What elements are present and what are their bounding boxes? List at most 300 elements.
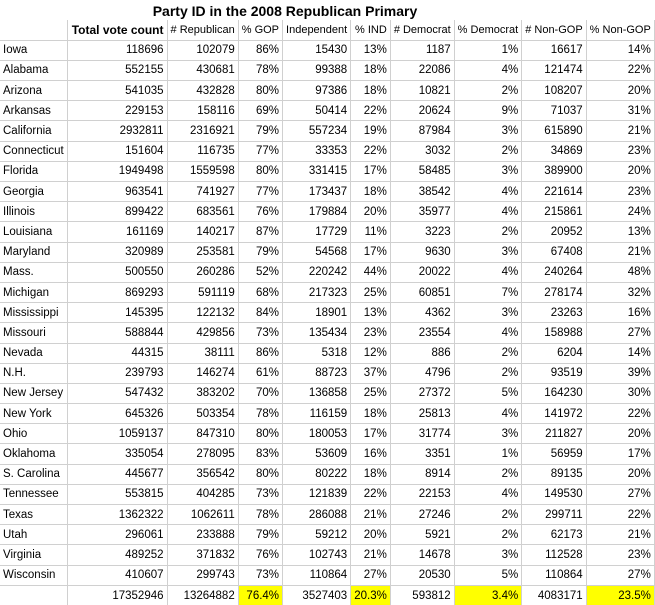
value-cell: 1%	[454, 40, 522, 60]
value-cell: 20%	[586, 81, 654, 101]
value-cell: 389900	[522, 161, 586, 181]
total-cell: 17352946	[67, 585, 167, 605]
value-cell: 44315	[67, 343, 167, 363]
value-cell: 22%	[351, 141, 391, 161]
value-cell: 445677	[67, 464, 167, 484]
value-cell: 179884	[283, 202, 351, 222]
value-cell: 211827	[522, 424, 586, 444]
table-row	[0, 121, 654, 141]
value-cell: 78%	[238, 60, 282, 80]
total-cell: 4083171	[522, 585, 586, 605]
table-row	[0, 222, 654, 242]
value-cell: 356542	[167, 464, 238, 484]
value-cell: 1949498	[67, 161, 167, 181]
value-cell: 23%	[586, 545, 654, 565]
table-row	[0, 141, 654, 161]
value-cell: 286088	[283, 505, 351, 525]
value-cell: 80%	[238, 161, 282, 181]
value-cell: 217323	[283, 282, 351, 302]
value-cell: 121839	[283, 484, 351, 504]
value-cell: 22086	[390, 60, 454, 80]
value-cell: 3032	[390, 141, 454, 161]
table-row	[0, 101, 654, 121]
header-cell: % GOP	[238, 20, 282, 40]
value-cell: 27246	[390, 505, 454, 525]
value-cell: 432828	[167, 81, 238, 101]
value-cell: 2316921	[167, 121, 238, 141]
value-cell: 87984	[390, 121, 454, 141]
value-cell: 83%	[238, 444, 282, 464]
value-cell: 20%	[586, 424, 654, 444]
value-cell: 335054	[67, 444, 167, 464]
table-row	[0, 242, 654, 262]
value-cell: 21%	[586, 242, 654, 262]
value-cell: 18901	[283, 303, 351, 323]
value-cell: 22%	[586, 60, 654, 80]
value-cell: 23%	[586, 182, 654, 202]
value-cell: 3351	[390, 444, 454, 464]
total-cell: 3.4%	[454, 585, 522, 605]
value-cell: 683561	[167, 202, 238, 222]
state-cell: Oklahoma	[0, 444, 67, 464]
value-cell: 53609	[283, 444, 351, 464]
value-cell: 4%	[454, 484, 522, 504]
value-cell: 886	[390, 343, 454, 363]
value-cell: 38111	[167, 343, 238, 363]
value-cell: 135434	[283, 323, 351, 343]
header-row	[0, 20, 654, 40]
value-cell: 87%	[238, 222, 282, 242]
value-cell: 27%	[586, 484, 654, 504]
value-cell: 9630	[390, 242, 454, 262]
total-cell: 23.5%	[586, 585, 654, 605]
value-cell: 27%	[351, 565, 391, 585]
value-cell: 557234	[283, 121, 351, 141]
table-row	[0, 161, 654, 181]
table-row	[0, 323, 654, 343]
table-row	[0, 182, 654, 202]
state-cell: Florida	[0, 161, 67, 181]
value-cell: 62173	[522, 525, 586, 545]
state-cell: Tennessee	[0, 484, 67, 504]
value-cell: 158116	[167, 101, 238, 121]
value-cell: 2%	[454, 525, 522, 545]
value-cell: 16%	[586, 303, 654, 323]
value-cell: 76%	[238, 545, 282, 565]
value-cell: 4%	[454, 202, 522, 222]
value-cell: 847310	[167, 424, 238, 444]
value-cell: 110864	[522, 565, 586, 585]
value-cell: 18%	[351, 404, 391, 424]
value-cell: 151604	[67, 141, 167, 161]
value-cell: 67408	[522, 242, 586, 262]
total-cell: 593812	[390, 585, 454, 605]
value-cell: 18%	[351, 182, 391, 202]
value-cell: 21%	[586, 121, 654, 141]
party-id-table	[0, 20, 655, 605]
value-cell: 25813	[390, 404, 454, 424]
value-cell: 3223	[390, 222, 454, 242]
state-cell: Nevada	[0, 343, 67, 363]
header-cell: Independent	[283, 20, 351, 40]
table-row	[0, 343, 654, 363]
value-cell: 97386	[283, 81, 351, 101]
value-cell: 404285	[167, 484, 238, 504]
value-cell: 1187	[390, 40, 454, 60]
value-cell: 27372	[390, 383, 454, 403]
value-cell: 71037	[522, 101, 586, 121]
state-cell: Missouri	[0, 323, 67, 343]
state-cell: Mass.	[0, 262, 67, 282]
value-cell: 93519	[522, 363, 586, 383]
value-cell: 80%	[238, 464, 282, 484]
value-cell: 79%	[238, 525, 282, 545]
value-cell: 4796	[390, 363, 454, 383]
value-cell: 102079	[167, 40, 238, 60]
value-cell: 1559598	[167, 161, 238, 181]
value-cell: 2%	[454, 81, 522, 101]
sheet-title: Party ID in the 2008 Republican Primary	[152, 3, 418, 19]
state-cell: Alabama	[0, 60, 67, 80]
value-cell: 500550	[67, 262, 167, 282]
value-cell: 18%	[351, 81, 391, 101]
value-cell: 27%	[586, 323, 654, 343]
table-row	[0, 444, 654, 464]
value-cell: 19%	[351, 121, 391, 141]
value-cell: 84%	[238, 303, 282, 323]
value-cell: 78%	[238, 505, 282, 525]
value-cell: 68%	[238, 282, 282, 302]
value-cell: 12%	[351, 343, 391, 363]
value-cell: 79%	[238, 121, 282, 141]
value-cell: 116159	[283, 404, 351, 424]
value-cell: 4%	[454, 404, 522, 424]
value-cell: 122132	[167, 303, 238, 323]
value-cell: 1362322	[67, 505, 167, 525]
value-cell: 25%	[351, 282, 391, 302]
value-cell: 118696	[67, 40, 167, 60]
value-cell: 4%	[454, 182, 522, 202]
value-cell: 5%	[454, 383, 522, 403]
value-cell: 3%	[454, 545, 522, 565]
value-cell: 21%	[351, 545, 391, 565]
value-cell: 20%	[586, 464, 654, 484]
header-cell: % Democrat	[454, 20, 522, 40]
value-cell: 5318	[283, 343, 351, 363]
value-cell: 299711	[522, 505, 586, 525]
value-cell: 13%	[586, 222, 654, 242]
value-cell: 18%	[351, 60, 391, 80]
value-cell: 21%	[351, 505, 391, 525]
value-cell: 38542	[390, 182, 454, 202]
value-cell: 112528	[522, 545, 586, 565]
table-row	[0, 505, 654, 525]
table-row	[0, 81, 654, 101]
value-cell: 80222	[283, 464, 351, 484]
value-cell: 17729	[283, 222, 351, 242]
value-cell: 489252	[67, 545, 167, 565]
value-cell: 78%	[238, 404, 282, 424]
value-cell: 79%	[238, 242, 282, 262]
value-cell: 3%	[454, 424, 522, 444]
value-cell: 31774	[390, 424, 454, 444]
value-cell: 14%	[586, 40, 654, 60]
header-cell: # Democrat	[390, 20, 454, 40]
state-cell: Illinois	[0, 202, 67, 222]
value-cell: 221614	[522, 182, 586, 202]
value-cell: 73%	[238, 323, 282, 343]
value-cell: 741927	[167, 182, 238, 202]
value-cell: 149530	[522, 484, 586, 504]
value-cell: 299743	[167, 565, 238, 585]
value-cell: 121474	[522, 60, 586, 80]
state-cell: Georgia	[0, 182, 67, 202]
value-cell: 963541	[67, 182, 167, 202]
state-cell: Iowa	[0, 40, 67, 60]
value-cell: 73%	[238, 484, 282, 504]
value-cell: 30%	[586, 383, 654, 403]
value-cell: 17%	[586, 444, 654, 464]
value-cell: 2%	[454, 222, 522, 242]
value-cell: 86%	[238, 343, 282, 363]
value-cell: 146274	[167, 363, 238, 383]
state-cell: California	[0, 121, 67, 141]
value-cell: 22%	[586, 505, 654, 525]
value-cell: 220242	[283, 262, 351, 282]
value-cell: 48%	[586, 262, 654, 282]
value-cell: 20022	[390, 262, 454, 282]
table-row	[0, 404, 654, 424]
value-cell: 17%	[351, 161, 391, 181]
value-cell: 430681	[167, 60, 238, 80]
value-cell: 22153	[390, 484, 454, 504]
table-row	[0, 60, 654, 80]
value-cell: 591119	[167, 282, 238, 302]
total-cell: 76.4%	[238, 585, 282, 605]
value-cell: 899422	[67, 202, 167, 222]
value-cell: 140217	[167, 222, 238, 242]
header-cell: % IND	[351, 20, 391, 40]
state-cell: Mississippi	[0, 303, 67, 323]
value-cell: 5%	[454, 565, 522, 585]
total-cell: 20.3%	[351, 585, 391, 605]
value-cell: 14%	[586, 343, 654, 363]
table-row	[0, 424, 654, 444]
value-cell: 77%	[238, 182, 282, 202]
state-cell: Virginia	[0, 545, 67, 565]
value-cell: 60851	[390, 282, 454, 302]
value-cell: 20952	[522, 222, 586, 242]
header-cell	[0, 20, 67, 40]
table-row	[0, 525, 654, 545]
value-cell: 240264	[522, 262, 586, 282]
value-cell: 54568	[283, 242, 351, 262]
value-cell: 16617	[522, 40, 586, 60]
value-cell: 4362	[390, 303, 454, 323]
value-cell: 108207	[522, 81, 586, 101]
totals-row	[0, 585, 654, 605]
value-cell: 39%	[586, 363, 654, 383]
value-cell: 69%	[238, 101, 282, 121]
value-cell: 233888	[167, 525, 238, 545]
table-row	[0, 40, 654, 60]
value-cell: 2%	[454, 464, 522, 484]
value-cell: 588844	[67, 323, 167, 343]
value-cell: 23263	[522, 303, 586, 323]
value-cell: 23554	[390, 323, 454, 343]
value-cell: 331415	[283, 161, 351, 181]
value-cell: 22%	[586, 404, 654, 424]
value-cell: 52%	[238, 262, 282, 282]
value-cell: 22%	[351, 101, 391, 121]
value-cell: 1059137	[67, 424, 167, 444]
table-row	[0, 202, 654, 222]
value-cell: 2932811	[67, 121, 167, 141]
state-cell: Ohio	[0, 424, 67, 444]
value-cell: 645326	[67, 404, 167, 424]
header-cell: # Republican	[167, 20, 238, 40]
state-cell: Connecticut	[0, 141, 67, 161]
value-cell: 215861	[522, 202, 586, 222]
value-cell: 102743	[283, 545, 351, 565]
value-cell: 20624	[390, 101, 454, 121]
value-cell: 180053	[283, 424, 351, 444]
value-cell: 2%	[454, 141, 522, 161]
value-cell: 23%	[586, 141, 654, 161]
value-cell: 229153	[67, 101, 167, 121]
total-cell	[0, 585, 67, 605]
value-cell: 34869	[522, 141, 586, 161]
value-cell: 58485	[390, 161, 454, 181]
value-cell: 21%	[586, 525, 654, 545]
state-cell: New York	[0, 404, 67, 424]
value-cell: 10821	[390, 81, 454, 101]
header-cell: # Non-GOP	[522, 20, 586, 40]
value-cell: 615890	[522, 121, 586, 141]
header-cell: % Non-GOP	[586, 20, 654, 40]
value-cell: 1062611	[167, 505, 238, 525]
value-cell: 6204	[522, 343, 586, 363]
value-cell: 56959	[522, 444, 586, 464]
value-cell: 61%	[238, 363, 282, 383]
value-cell: 145395	[67, 303, 167, 323]
value-cell: 44%	[351, 262, 391, 282]
state-cell: Utah	[0, 525, 67, 545]
value-cell: 23%	[351, 323, 391, 343]
value-cell: 383202	[167, 383, 238, 403]
value-cell: 320989	[67, 242, 167, 262]
value-cell: 552155	[67, 60, 167, 80]
value-cell: 4%	[454, 323, 522, 343]
value-cell: 13%	[351, 303, 391, 323]
state-cell: Arkansas	[0, 101, 67, 121]
value-cell: 37%	[351, 363, 391, 383]
value-cell: 239793	[67, 363, 167, 383]
value-cell: 17%	[351, 424, 391, 444]
value-cell: 2%	[454, 343, 522, 363]
total-cell: 13264882	[167, 585, 238, 605]
value-cell: 32%	[586, 282, 654, 302]
table-row	[0, 363, 654, 383]
value-cell: 429856	[167, 323, 238, 343]
value-cell: 3%	[454, 161, 522, 181]
value-cell: 869293	[67, 282, 167, 302]
value-cell: 70%	[238, 383, 282, 403]
value-cell: 17%	[351, 242, 391, 262]
value-cell: 3%	[454, 121, 522, 141]
table-row	[0, 565, 654, 585]
value-cell: 2%	[454, 363, 522, 383]
state-cell: New Jersey	[0, 383, 67, 403]
value-cell: 25%	[351, 383, 391, 403]
value-cell: 161169	[67, 222, 167, 242]
table-row	[0, 383, 654, 403]
value-cell: 20%	[351, 525, 391, 545]
value-cell: 20530	[390, 565, 454, 585]
state-cell: Texas	[0, 505, 67, 525]
value-cell: 110864	[283, 565, 351, 585]
value-cell: 547432	[67, 383, 167, 403]
value-cell: 541035	[67, 81, 167, 101]
value-cell: 164230	[522, 383, 586, 403]
value-cell: 14678	[390, 545, 454, 565]
value-cell: 33353	[283, 141, 351, 161]
table-row	[0, 262, 654, 282]
value-cell: 116735	[167, 141, 238, 161]
value-cell: 88723	[283, 363, 351, 383]
value-cell: 35977	[390, 202, 454, 222]
value-cell: 13%	[351, 40, 391, 60]
value-cell: 18%	[351, 464, 391, 484]
value-cell: 410607	[67, 565, 167, 585]
value-cell: 553815	[67, 484, 167, 504]
value-cell: 27%	[586, 565, 654, 585]
state-cell: Louisiana	[0, 222, 67, 242]
table-row	[0, 484, 654, 504]
value-cell: 59212	[283, 525, 351, 545]
value-cell: 24%	[586, 202, 654, 222]
state-cell: Arizona	[0, 81, 67, 101]
value-cell: 11%	[351, 222, 391, 242]
total-cell: 3527403	[283, 585, 351, 605]
value-cell: 20%	[351, 202, 391, 222]
value-cell: 260286	[167, 262, 238, 282]
value-cell: 503354	[167, 404, 238, 424]
value-cell: 15430	[283, 40, 351, 60]
value-cell: 3%	[454, 303, 522, 323]
table-row	[0, 545, 654, 565]
value-cell: 22%	[351, 484, 391, 504]
value-cell: 80%	[238, 424, 282, 444]
value-cell: 136858	[283, 383, 351, 403]
value-cell: 50414	[283, 101, 351, 121]
state-cell: N.H.	[0, 363, 67, 383]
value-cell: 7%	[454, 282, 522, 302]
value-cell: 86%	[238, 40, 282, 60]
state-cell: Wisconsin	[0, 565, 67, 585]
value-cell: 73%	[238, 565, 282, 585]
table-row	[0, 303, 654, 323]
value-cell: 89135	[522, 464, 586, 484]
value-cell: 4%	[454, 262, 522, 282]
value-cell: 158988	[522, 323, 586, 343]
value-cell: 278174	[522, 282, 586, 302]
value-cell: 31%	[586, 101, 654, 121]
value-cell: 77%	[238, 141, 282, 161]
value-cell: 141972	[522, 404, 586, 424]
value-cell: 173437	[283, 182, 351, 202]
value-cell: 20%	[586, 161, 654, 181]
